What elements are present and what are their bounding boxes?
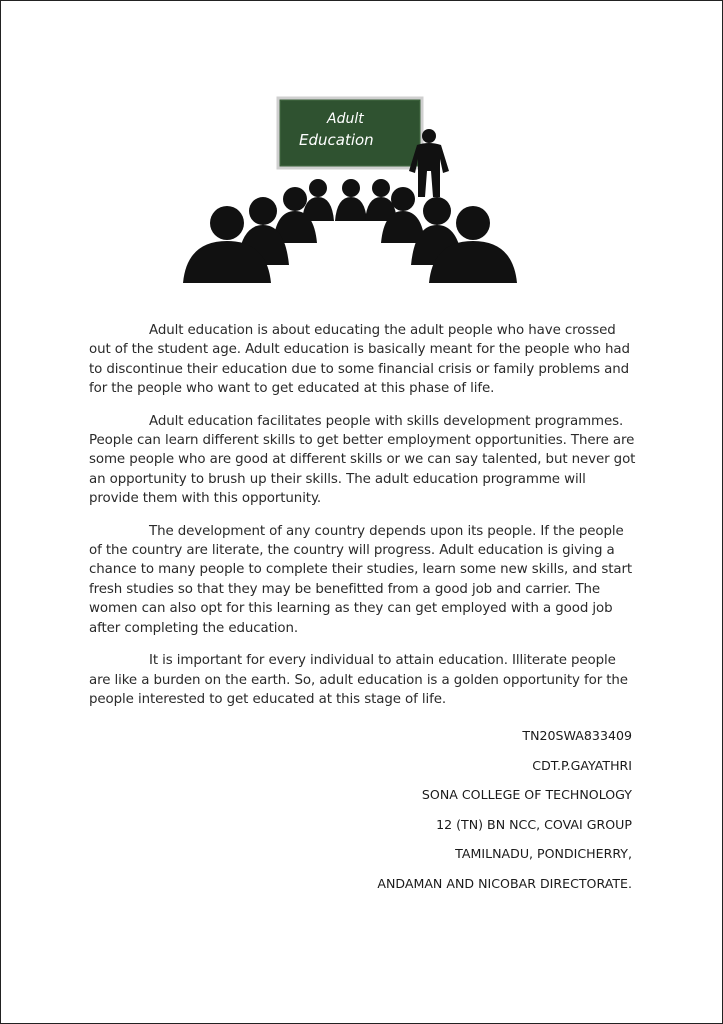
board-title-line2: Education <box>299 131 374 149</box>
paragraph-1: Adult education is about educating the adult people who have crossed out of the student age. Adult education is basically meant for the people who had to discontinue their education due to some financial crisis or family problems and for the people who want to get educated at this phase of life. <box>89 323 630 397</box>
paragraph-3: The development of any country depends upon its people. If the people of the country are literate, the country will progress. Adult education is giving a chance to many people to complete their studies, learn some new skills, and start fresh studies so that they may be benefitted from a good job and carrier. The women can also opt for this learning as they can get employed with a good job after completing the education. <box>89 523 633 636</box>
college-name: SONA COLLEGE OF TECHNOLOGY <box>421 787 632 802</box>
cadet-id: TN20SWA833409 <box>522 728 632 743</box>
region: TAMILNADU, PONDICHERRY, <box>455 846 632 861</box>
adult-education-illustration <box>179 93 519 285</box>
audience-silhouettes <box>183 179 517 283</box>
board-title-line1: Adult <box>327 111 364 127</box>
signature-block <box>377 726 632 903</box>
essay-body <box>89 321 637 722</box>
paragraph-2: Adult education facilitates people with skills development programmes. People can learn different skills to get better employment opportunities. There are some people who are good at different skills or we can say talented, but never got an opportunity to brush up their skills. The adult education programme will provide them with this opportunity. <box>89 413 636 507</box>
ncc-unit: 12 (TN) BN NCC, COVAI GROUP <box>436 816 632 832</box>
directorate: ANDAMAN AND NICOBAR DIRECTORATE. <box>377 875 632 891</box>
cadet-name: CDT.P.GAYATHRI <box>532 757 632 773</box>
paragraph-4: It is important for every individual to attain education. Illiterate people are like a burden on the earth. So, adult education is a golden opportunity for the people interested to get educated at this stage of life. <box>89 653 628 707</box>
